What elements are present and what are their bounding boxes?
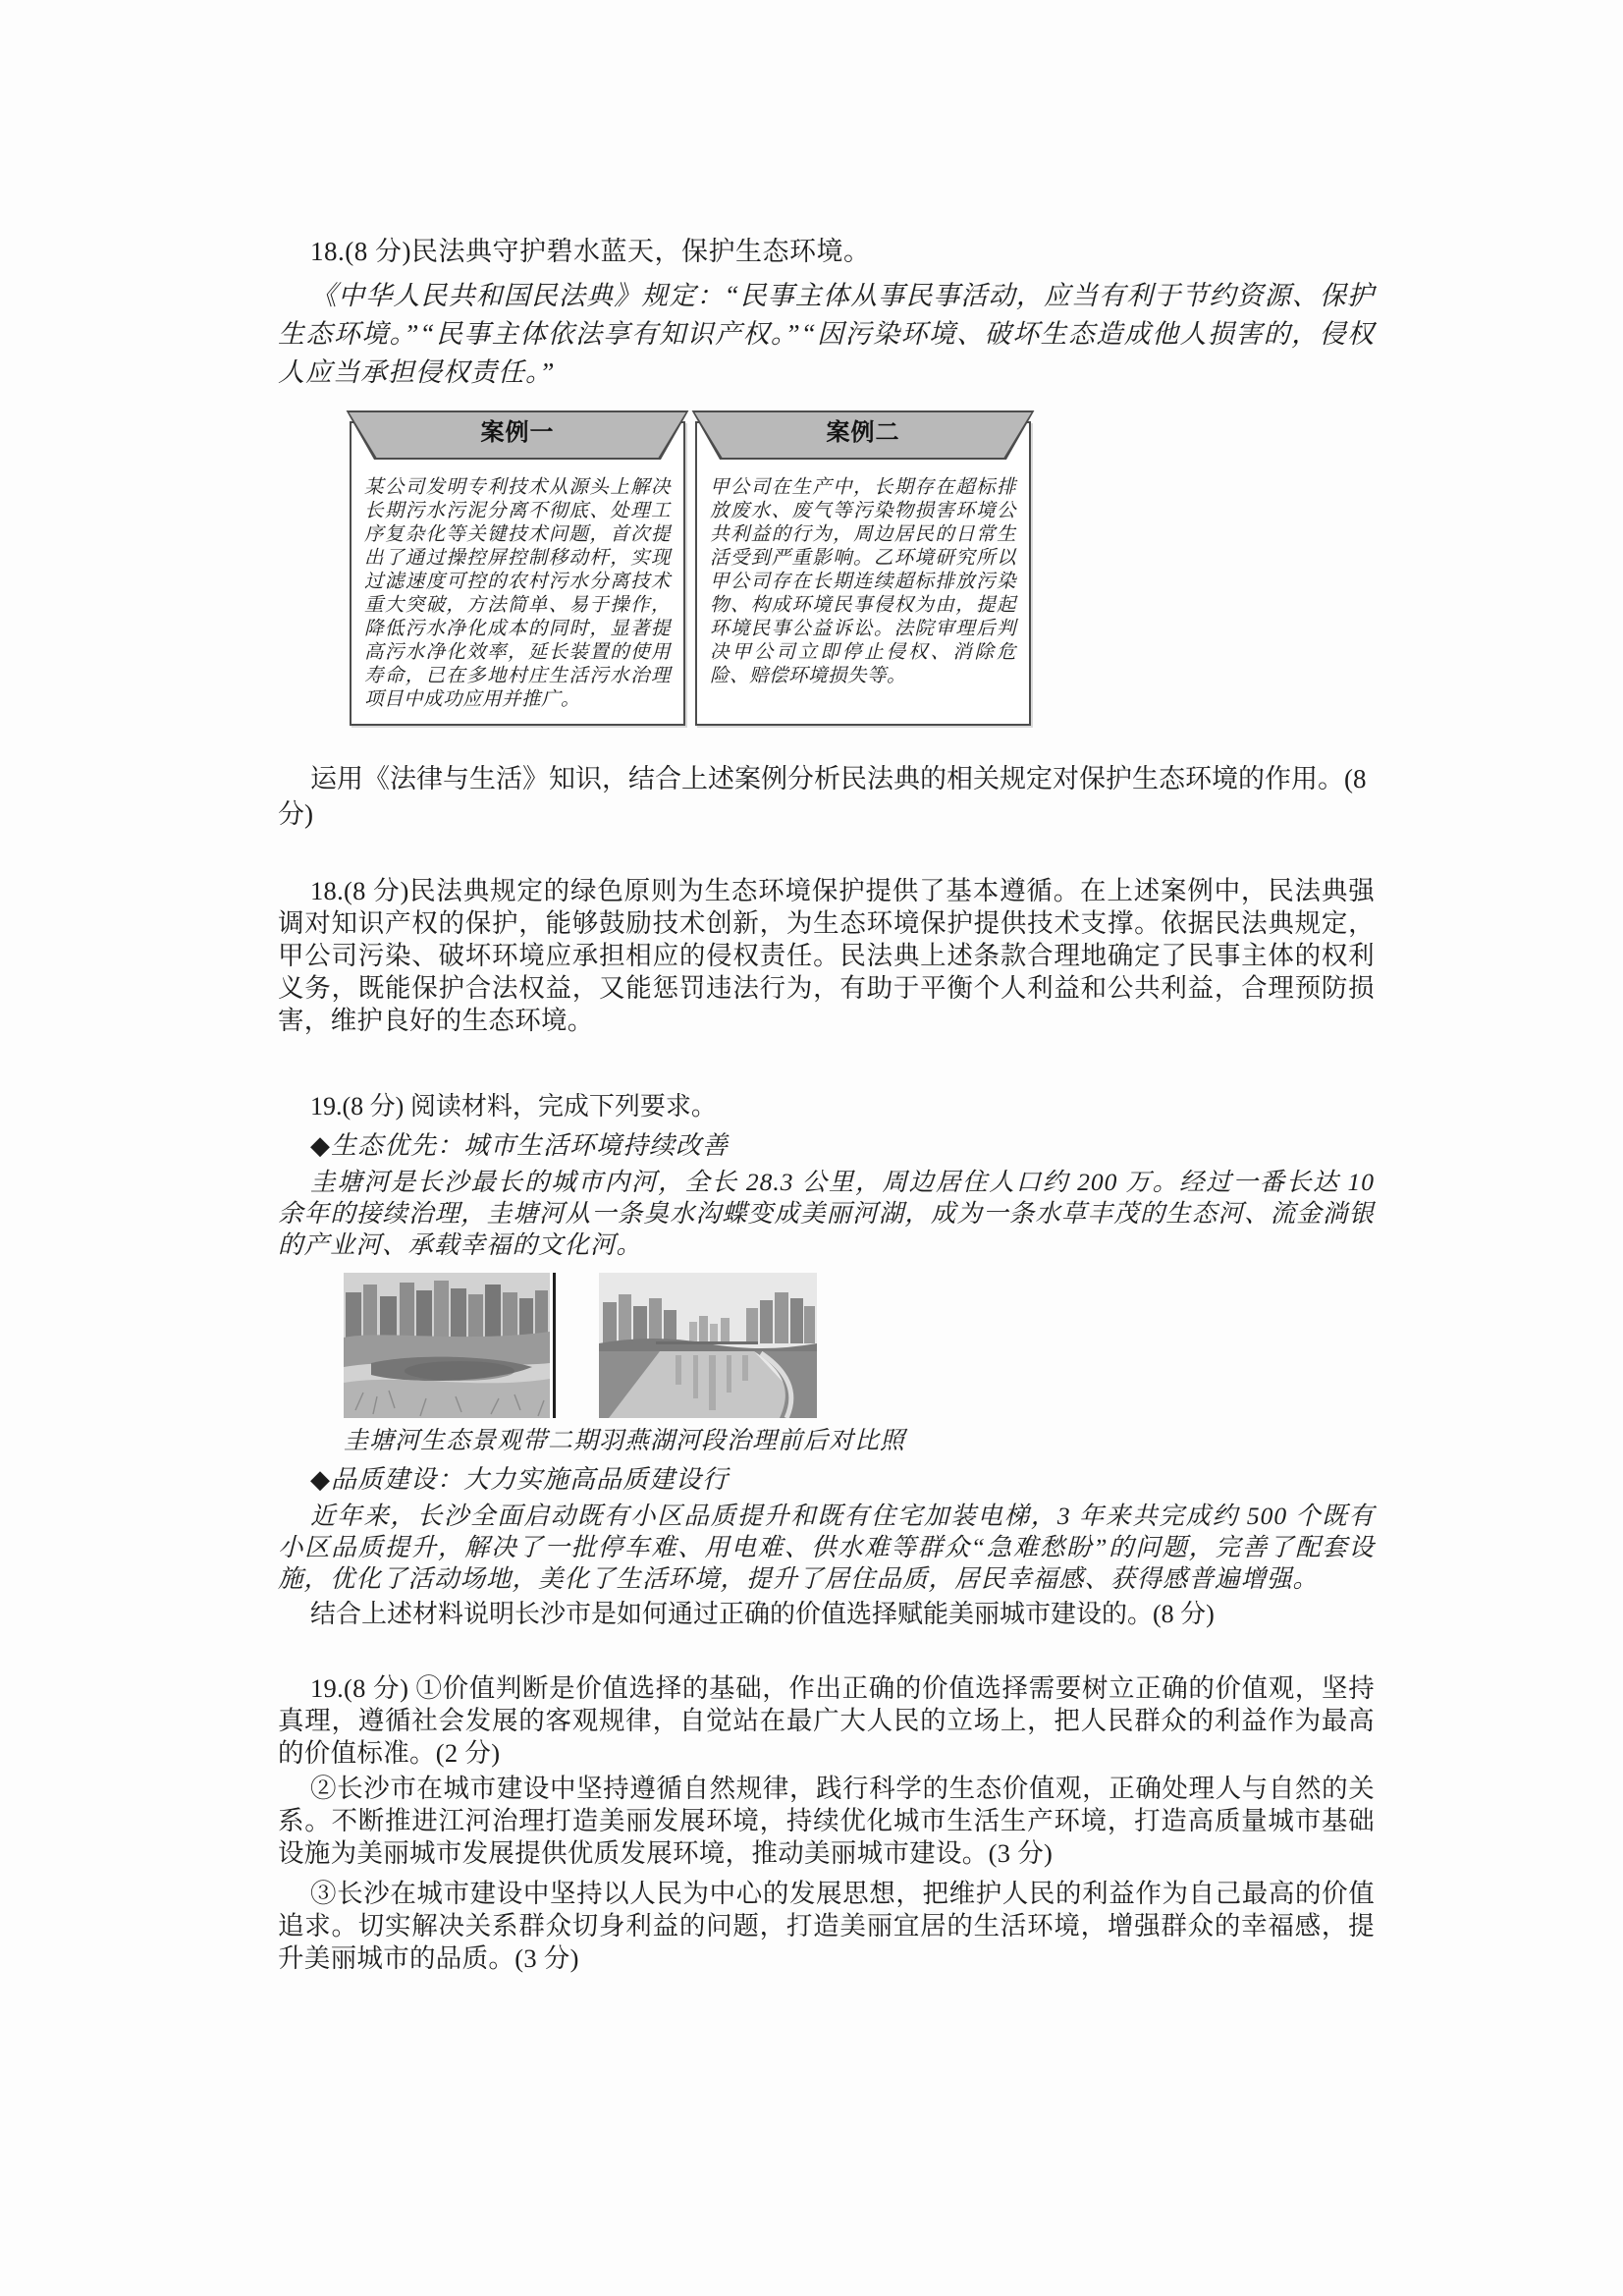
case-1-tab-label: 案例一 xyxy=(480,419,555,446)
photo-before-treatment xyxy=(344,1273,550,1418)
case-box-2 xyxy=(695,421,1031,726)
question-19-prompt: 结合上述材料说明长沙市是如何通过正确的价值选择赋能美丽城市建设的。(8 分) xyxy=(310,1600,1215,1628)
case-1-body: 某公司发明专利技术从源头上解决长期污水污泥分离不彻底、处理工序复杂化等关键技术问题，首次提出了通过操控屏控制移动杆，实现过滤速度可控的农村污水分离技术重大突破，方法简单、易于操作，降低污水净化成本的同时，显著提高污水净化效率，延长装置的使用寿命，已在多地村庄生活污水治理项目中成功应用并推广。 xyxy=(364,477,671,710)
photo-divider-line xyxy=(553,1273,556,1418)
question-19-title: 19.(8 分) 阅读材料，完成下列要求。 xyxy=(310,1092,717,1121)
question-18-prompt: 运用《法律与生活》知识，结合上述案例分析民法典的相关规定对保护生态环境的作用。(8 分) xyxy=(278,764,1367,829)
answer-19-point-3: ③长沙在城市建设中坚持以人民为中心的发展思想，把维护人民的利益作为自己最高的价值追求。切实解决关系群众切身利益的问题，打造美丽宜居的生活环境，增强群众的幸福感，提升美丽城市的品质。(3 分) xyxy=(278,1879,1375,1973)
q19-bullet-ecology: ◆生态优先：城市生活环境持续改善 xyxy=(310,1131,729,1160)
case-2-tab-label: 案例二 xyxy=(826,419,900,446)
case-2-body: 甲公司在生产中，长期存在超标排放废水、废气等污染物损害环境公共利益的行为，周边居民的日常生活受到严重影响。乙环境研究所以甲公司存在长期连续超标排放污染物、构成环境民事侵权为由，提起环境民事公益诉讼。法院审理后判决甲公司立即停止侵权、消除危险、赔偿环境损失等。 xyxy=(710,477,1016,686)
answer-19-point-1: 19.(8 分) ①价值判断是价值选择的基础，作出正确的价值选择需要树立正确的价值观，坚持真理，遵循社会发展的客观规律，自觉站在最广大人民的立场上，把人民群众的利益作为最高的价值标准。(2 分) xyxy=(278,1673,1375,1768)
q19-para-river: 圭塘河是长沙最长的城市内河，全长 28.3 公里，周边居住人口约 200 万。经过一番长达 10 余年的接续治理，圭塘河从一条臭水沟蝶变成美丽河湖，成为一条水草丰茂的生态河、流金淌银的产业河、承载幸福的文化河。 xyxy=(278,1168,1375,1259)
question-18-title: 18.(8 分)民法典守护碧水蓝天，保护生态环境。 xyxy=(310,237,871,266)
q19-bullet-quality: ◆品质建设：大力实施高品质建设行 xyxy=(310,1465,729,1494)
photo-caption: 圭塘河生态景观带二期羽燕湖河段治理前后对比照 xyxy=(344,1428,906,1454)
case-box-1 xyxy=(350,421,685,726)
river-photos-row xyxy=(344,1273,1375,1418)
case-1-tab xyxy=(343,410,692,460)
bridge xyxy=(656,1341,758,1344)
case-boxes-row xyxy=(350,421,1375,726)
answer-18: 18.(8 分)民法典规定的绿色原则为生态环境保护提供了基本遵循。在上述案例中，民法典强调对知识产权的保护，能够鼓励技术创新，为生态环境保护提供技术支撑。依据民法典规定，甲公司污染、破坏环境应承担相应的侵权责任。民法典上述条款合理地确定了民事主体的权利义务，既能保护合法权益，又能惩罚违法行为，有助于平衡个人利益和公共利益，合理预防损害，维护良好的生态环境。 xyxy=(278,876,1375,1035)
page-content xyxy=(278,0,1375,1975)
q19-para-quality: 近年来，长沙全面启动既有小区品质提升和既有住宅加装电梯，3 年来共完成约 500 个既有小区品质提升，解决了一批停车难、用电难、供水难等群众“急难愁盼”的问题，完善了配套设施，优化了活动场地，美化了生活环境，提升了居住品质，居民幸福感、获得感普遍增强。 xyxy=(278,1502,1375,1593)
civil-code-quote: 《中华人民共和国民法典》规定：“民事主体从事民事活动，应当有利于节约资源、保护生态环境。”“民事主体依法享有知识产权。”“因污染环境、破坏生态造成他人损害的，侵权人应当承担侵权责任。” xyxy=(278,281,1375,387)
answer-19-point-2: ②长沙市在城市建设中坚持遵循自然规律，践行科学的生态价值观，正确处理人与自然的关系。不断推进江河治理打造美丽发展环境，持续优化城市生活生产环境，打造高质量城市基础设施为美丽城市发展提供优质发展环境，推动美丽城市建设。(3 分) xyxy=(278,1774,1375,1868)
case-2-tab xyxy=(688,410,1038,460)
photo-after-treatment xyxy=(599,1273,817,1418)
